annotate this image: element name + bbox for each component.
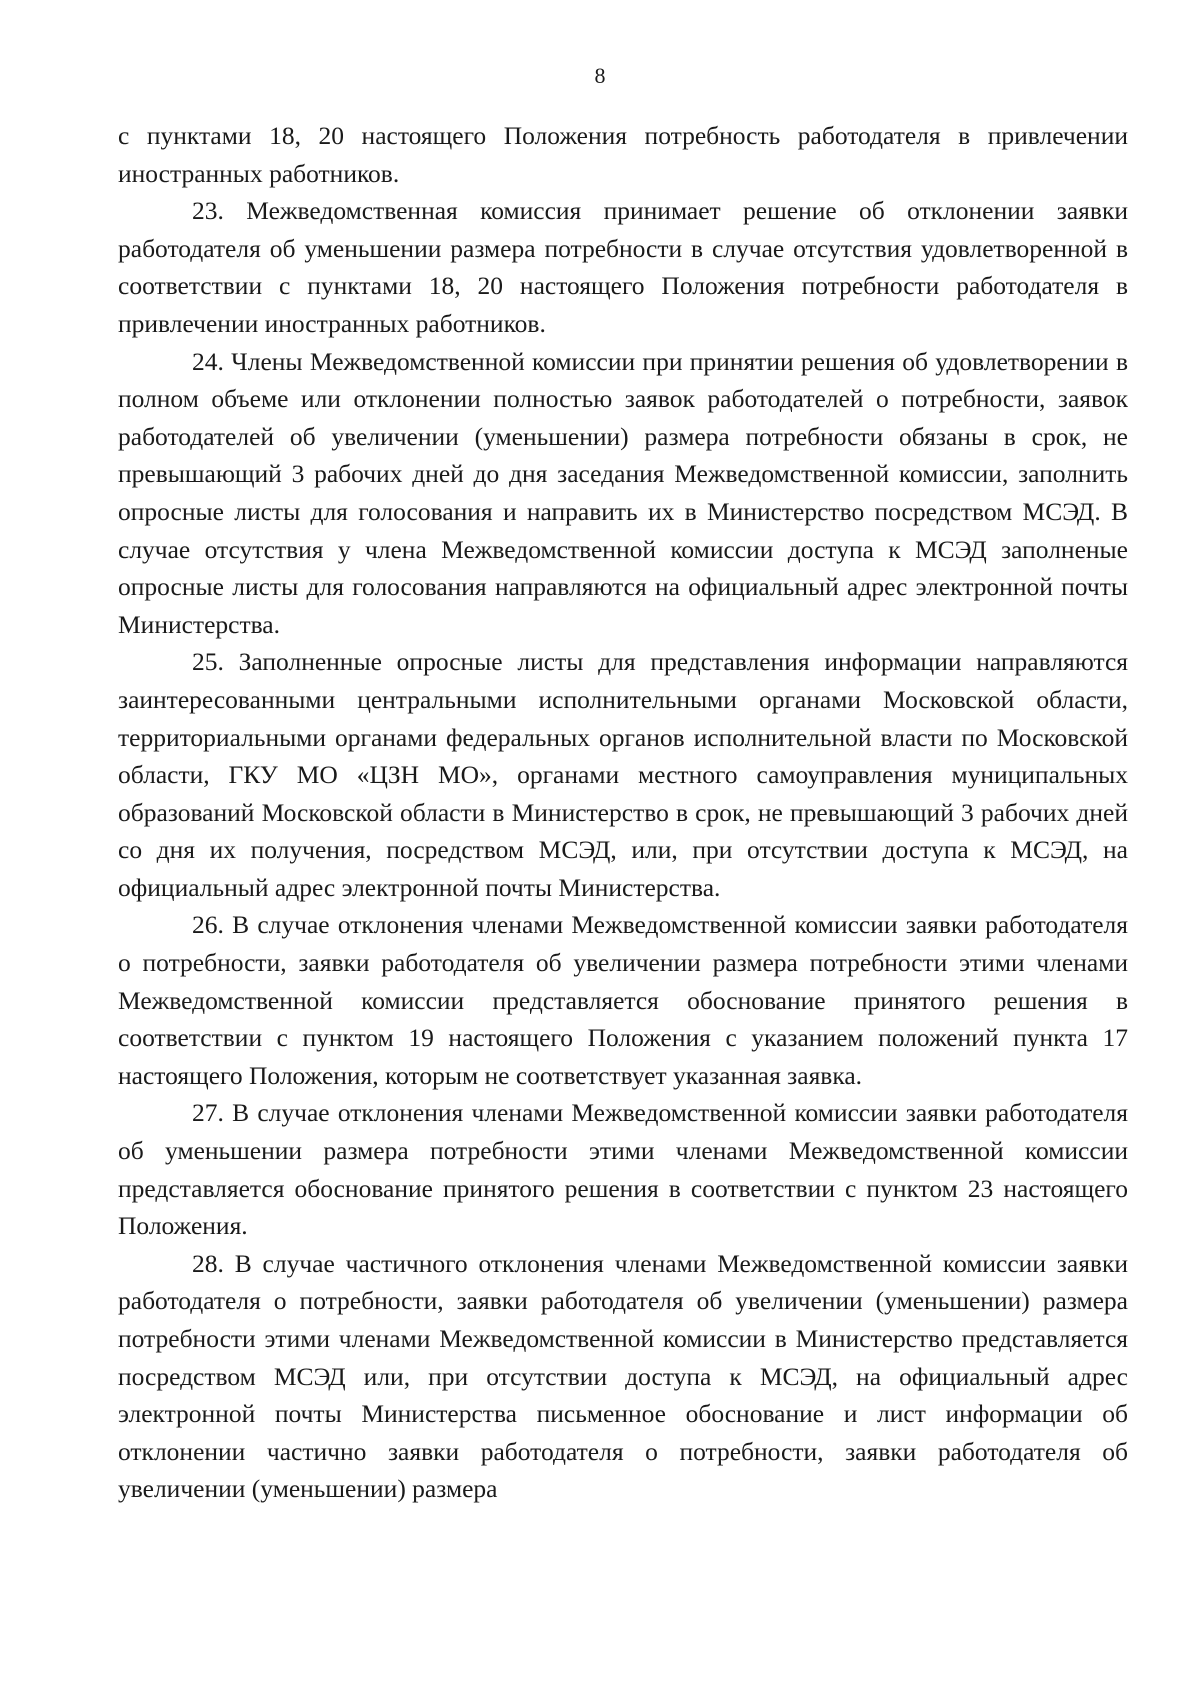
page-number: 8: [594, 63, 606, 88]
paragraph-item-26: 26. В случае отклонения членами Межведомственной комиссии заявки работодателя о потребности, заявки работодателя об увеличении размера потребности этими членами Межведомственной комиссии представляется обоснование принятого решения в соответствии с пунктом 19 настоящего Положения с указанием положений пункта 17 настоящего Положения, которым не соответствует указанная заявка.: [118, 910, 1128, 1090]
paragraph-item-24: 24. Члены Межведомственной комиссии при принятии решения об удовлетворении в полном объеме или отклонении полностью заявок работодателей о потребности, заявок работодателей об увеличении (уменьшении) размера потребности обязаны в срок, не превышающий 3 рабочих дней до дня заседания Межведомственной комиссии, заполнить опросные листы для голосования и направить их в Министерство посредством МСЭД. В случае отсутствия у члена Межведомственной комиссии доступа к МСЭД заполненые опросные листы для голосования направляются на официальный адрес электронной почты Министерства.: [118, 346, 1128, 639]
paragraph-continuation: с пунктами 18, 20 настоящего Положения потребность работодателя в привлечении иностранных работников.: [118, 121, 1128, 188]
paragraph-item-27: 27. В случае отклонения членами Межведомственной комиссии заявки работодателя об уменьшении размера потребности этими членами Межведомственной комиссии представляется обоснование принятого решения в соответствии с пунктом 23 настоящего Положения.: [118, 1098, 1128, 1241]
paragraph-item-28: 28. В случае частичного отклонения членами Межведомственной комиссии заявки работодателя о потребности, заявки работодателя об увеличении (уменьшении) размера потребности этими членами Межведомственной комиссии в Министерство представляется посредством МСЭД или, при отсутствии доступа к МСЭД, на официальный адрес электронной почты Министерства письменное обоснование и лист информации об отклонении частично заявки работодателя о потребности, заявки работодателя об увеличении (уменьшении) размера: [118, 1248, 1128, 1504]
paragraph-item-23: 23. Межведомственная комиссия принимает решение об отклонении заявки работодателя об уменьшении размера потребности в случае отсутствия удовлетворенной в соответствии с пунктами 18, 20 настоящего Положения потребности работодателя в привлечении иностранных работников.: [118, 196, 1128, 338]
paragraph-item-25: 25. Заполненные опросные листы для представления информации направляются заинтересованными центральными исполнительными органами Московской области, территориальными органами федеральных органов исполнительной власти по Московской области, ГКУ МО «ЦЗН МО», органами местного самоуправления муниципальных образований Московской области в Министерство в срок, не превышающий 3 рабочих дней со дня их получения, посредством МСЭД, или, при отсутствии доступа к МСЭД, на официальный адрес электронной почты Министерства.: [118, 647, 1128, 902]
document-body: [118, 117, 1128, 1508]
